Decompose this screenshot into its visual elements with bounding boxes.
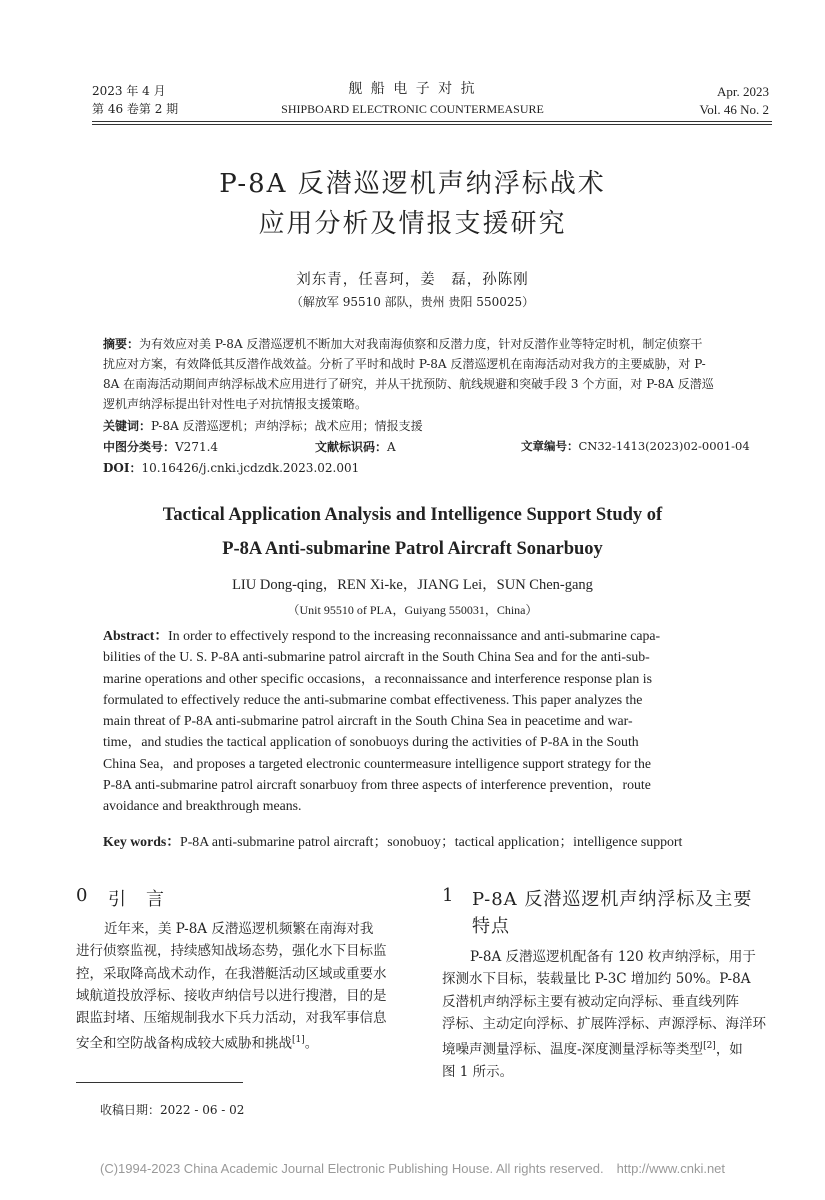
abstract-en-line: marine operations and other specific occasions，a reconnaissance and interference response plan is	[103, 670, 652, 686]
section0-line: 跟监封堵、压缩规制我水下兵力活动，对我军事信息	[76, 1010, 387, 1027]
citation-ref[interactable]: [1]	[292, 1035, 305, 1046]
article-no-value: CN32-1413(2023)02-0001-04	[578, 439, 750, 453]
affiliation-en: （Unit 95510 of PLA，Guiyang 550031，China）	[287, 603, 538, 617]
classification-value: V271.4	[175, 440, 219, 454]
section1-line: 境噪声测量浮标、温度-深度测量浮标等类型	[442, 1041, 704, 1058]
section0-line: 进行侦察监视，持续感知战场态势，强化水下目标监	[76, 943, 387, 960]
abstract-cn	[103, 334, 753, 414]
doc-code-value: A	[387, 440, 396, 454]
keywords-en-value: P-8A anti-submarine patrol aircraft；sonobuoy；tactical application；intelligence support	[180, 834, 683, 849]
abstract-cn-line: 8A 在南海活动期间声纳浮标战术应用进行了研究，并从干扰预防、航线规避和突破手段 3 个方面，对 P-8A 反潜巡	[103, 377, 714, 391]
keywords-cn-label: 关键词：	[103, 419, 152, 433]
doc-code	[315, 438, 396, 455]
section1-body	[442, 946, 777, 1083]
abstract-en-line: P-8A anti-submarine patrol aircraft sonarbuoy from three aspects of interference prevention，route	[103, 777, 651, 793]
keywords-en	[103, 831, 751, 852]
abstract-cn-label: 摘要：	[103, 337, 140, 351]
section0-line: 控，采取降高战术动作，在我潜艇活动区域或重要水	[76, 965, 387, 982]
section1-number: 1	[442, 885, 455, 906]
classification-label: 中图分类号：	[103, 440, 176, 454]
abstract-en-line: bilities of the U. S. P-8A anti-submarine patrol aircraft in the South China Sea and for the anti-sub-	[103, 649, 650, 665]
citation-ref[interactable]: [2]	[703, 1041, 716, 1052]
copyright-notice: (C)1994-2023 China Academic Journal Electronic Publishing House. All rights reserved. http://www.cnki.net	[99, 1161, 726, 1176]
section0-heading: 引 言	[108, 889, 165, 910]
section1-line: 反潜机声纳浮标主要有被动定向浮标、垂直线列阵	[442, 993, 739, 1010]
keywords-cn-value: P-8A 反潜巡逻机；声纳浮标；战术应用；情报支援	[151, 419, 423, 433]
section0-line: 域航道投放浮标、接收声纳信号以进行搜潜，目的是	[76, 987, 387, 1004]
doc-code-label: 文献标识码：	[315, 440, 388, 454]
section1-line: 浮标、主动定向浮标、扩展阵浮标、声源浮标、海洋环	[442, 1015, 766, 1032]
section1-line-tail: ，如	[715, 1041, 743, 1058]
section1-line: 探测水下目标，装载量比 P-3C 增加约 50%。P-8A	[442, 971, 751, 988]
abstract-en-line: China Sea，and proposes a targeted electronic countermeasure intelligence support strategy for the	[103, 755, 651, 771]
received-date: 收稿日期：2022 - 06 - 02	[100, 1103, 245, 1117]
abstract-en-line: avoidance and breakthrough means.	[103, 798, 302, 814]
header-rule	[92, 121, 772, 122]
footnote-rule	[76, 1082, 243, 1083]
section0-body	[76, 918, 411, 1055]
journal-name-cn: 舰 船 电 子 对 抗	[348, 81, 477, 97]
abstract-cn-line: 逻机声纳浮标提出针对性电子对抗情报支援策略。	[103, 397, 368, 411]
abstract-cn-line: 为有效应对美 P-8A 反潜巡逻机不断加大对我南海侦察和反潜力度，针对反潜作业等特定时机，制定侦察干	[139, 337, 703, 351]
section1-line: 图 1 所示。	[442, 1063, 514, 1080]
keywords-en-label: Key words：	[103, 834, 181, 849]
journal-name-en: SHIPBOARD ELECTRONIC COUNTERMEASURE	[281, 102, 544, 116]
section0-line: 安全和空防战备构成较大威胁和挑战	[76, 1035, 292, 1052]
title-cn-line2: 应用分析及情报支援研究	[258, 209, 567, 239]
abstract-en-line: In order to effectively respond to the increasing reconnaissance and anti-submarine capa-	[168, 628, 661, 643]
abstract-en-line: formulated to effectively reduce the anti-submarine combat effectiveness. This paper analyzes the	[103, 691, 643, 707]
abstract-en-line: main threat of P-8A anti-submarine patrol aircraft in the South China Sea in peacetime and war-	[103, 713, 633, 729]
title-en-line1: Tactical Application Analysis and Intelligence Support Study of	[162, 505, 663, 525]
abstract-en	[103, 625, 751, 817]
issue-date-cn: 2023 年 4 月	[92, 84, 166, 98]
volume-cn: 第 46 卷第 2 期	[92, 102, 179, 116]
section1-line: P-8A 反潜巡逻机配备有 120 枚声纳浮标，用于	[470, 949, 756, 965]
issue-date-en: Apr. 2023	[717, 84, 769, 99]
affiliation-cn: （解放军 95510 部队，贵州 贵阳 550025）	[290, 295, 535, 309]
authors-cn: 刘东青，任喜珂，姜 磊，孙陈刚	[296, 272, 529, 288]
section0-number: 0	[76, 885, 89, 906]
title-cn-line1: P-8A 反潜巡逻机声纳浮标战术	[219, 169, 606, 199]
article-no-label: 文章编号：	[521, 439, 579, 453]
section1-heading-line2: 特点	[472, 916, 510, 937]
section0-line: 近年来，美 P-8A 反潜巡逻机频繁在南海对我	[104, 921, 374, 937]
doi-label: DOI：	[103, 461, 142, 475]
authors-en: LIU Dong-qing，REN Xi-ke，JIANG Lei，SUN Chen-gang	[232, 577, 593, 593]
abstract-en-line: time，and studies the tactical application of sonobuoys during the activities of P-8A in the South	[103, 734, 639, 750]
header-rule-thin	[92, 124, 772, 125]
section1-heading-line1: P-8A 反潜巡逻机声纳浮标及主要	[472, 889, 753, 910]
title-en-line2: P-8A Anti-submarine Patrol Aircraft Sonarbuoy	[222, 539, 603, 559]
doi	[103, 459, 359, 476]
section0-tail: 。	[304, 1035, 319, 1052]
abstract-cn-line: 扰应对方案，有效降低其反潜作战效益。分析了平时和战时 P-8A 反潜巡逻机在南海活动对我方的主要威胁，对 P-	[103, 357, 706, 371]
classification	[103, 438, 218, 455]
doi-value: 10.16426/j.cnki.jcdzdk.2023.02.001	[141, 461, 360, 475]
abstract-en-label: Abstract：	[103, 628, 169, 643]
keywords-cn	[103, 416, 753, 436]
volume-en: Vol. 46 No. 2	[699, 102, 769, 117]
article-no	[521, 438, 750, 454]
